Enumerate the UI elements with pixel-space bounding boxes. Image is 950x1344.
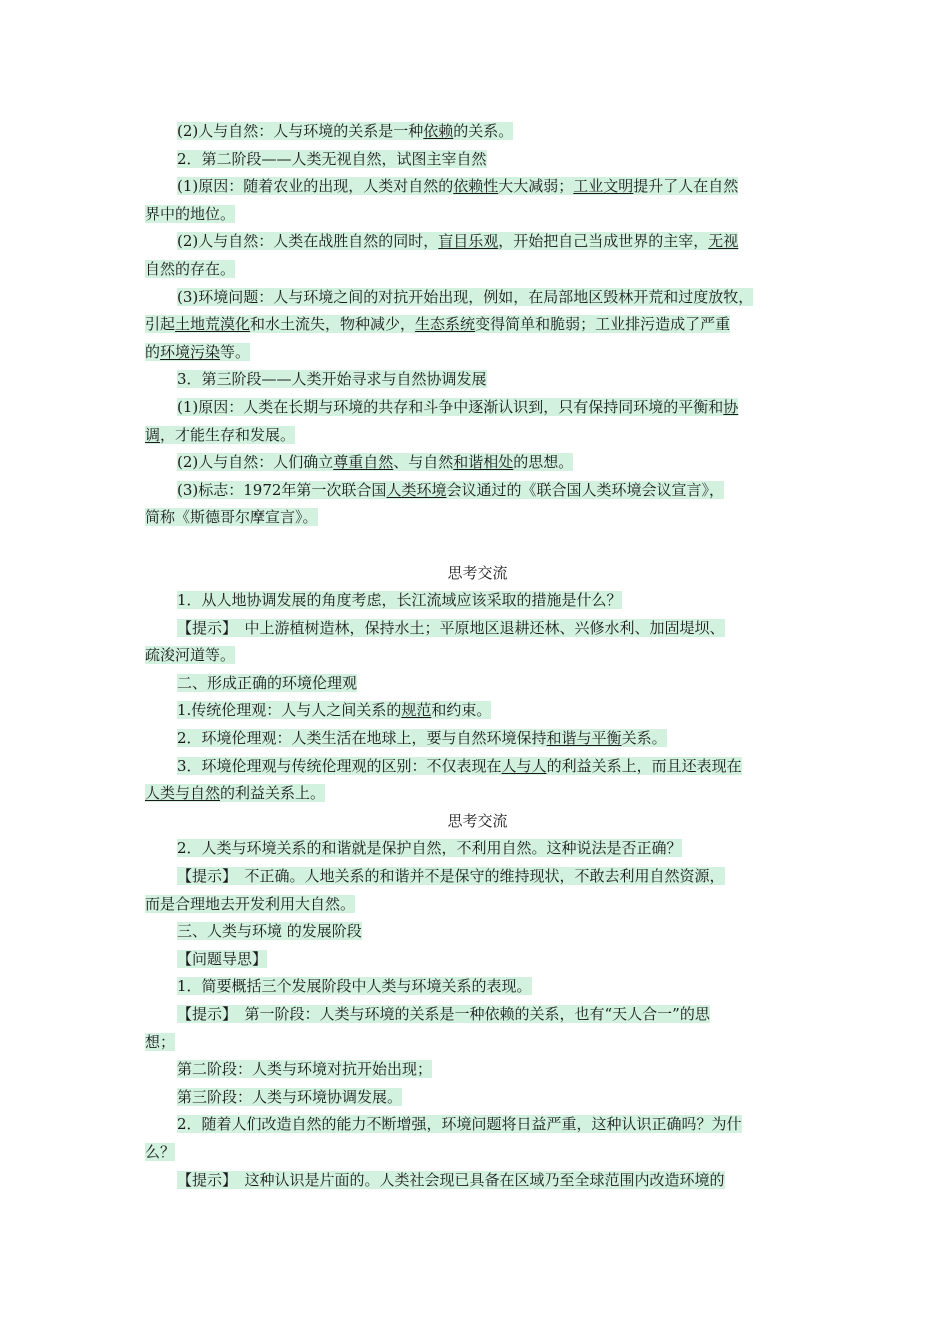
highlighted-text	[177, 1115, 742, 1133]
text-run: 【提示】 这种认识是片面的。人类社会现已具备在区域乃至全球范围内改造环境的	[177, 1170, 725, 1189]
text-line	[145, 670, 810, 698]
highlighted-text	[177, 977, 532, 995]
text-line	[145, 697, 810, 725]
highlighted-text	[177, 839, 682, 857]
text-run: 界中的地位。	[145, 204, 236, 223]
text-run: 2．人类与环境关系的和谐就是保护自然，不利用自然。这种说法是否正确？	[177, 839, 682, 858]
highlighted-text	[177, 150, 487, 168]
highlighted-text	[177, 1060, 432, 1078]
text-line	[145, 1001, 810, 1029]
key-term: 人与人	[501, 756, 547, 775]
blank-line	[145, 532, 810, 560]
text-line	[145, 753, 810, 781]
highlighted-text	[145, 205, 235, 223]
text-run: 第二阶段：人类与环境对抗开始出现；	[177, 1060, 433, 1079]
highlighted-text	[145, 1033, 175, 1051]
text-run: 1．简要概括三个发展阶段中人类与环境关系的表现。	[177, 977, 532, 996]
highlighted-text	[177, 177, 738, 195]
text-line	[145, 918, 810, 946]
text-line	[145, 1167, 810, 1195]
highlighted-text	[177, 122, 513, 140]
text-run: (2)人与自然：人与环境的关系是一种	[177, 122, 424, 140]
text-run: 的	[145, 342, 161, 361]
text-line	[145, 449, 810, 477]
highlighted-text	[177, 591, 622, 609]
text-run: 自然的存在。	[145, 259, 236, 278]
text-line	[145, 1056, 810, 1084]
text-line	[145, 311, 810, 339]
highlighted-text	[177, 398, 738, 416]
text-line	[145, 780, 810, 808]
text-run: 第三阶段：人类与环境协调发展。	[177, 1087, 403, 1106]
text-run: (1)原因：随着农业的出现，人类对自然的	[177, 177, 454, 196]
text-line	[145, 725, 810, 753]
section-heading	[145, 560, 810, 588]
highlighted-text	[145, 343, 250, 361]
text-line	[145, 366, 810, 394]
text-line	[145, 615, 810, 643]
text-line	[145, 422, 810, 450]
highlighted-text	[145, 508, 318, 526]
text-run: 大大减弱；	[498, 177, 574, 196]
highlighted-text	[145, 1143, 175, 1161]
highlighted-text	[145, 646, 235, 664]
text-run: 1．从人地协调发展的角度考虑，长江流域应该采取的措施是什么？	[177, 591, 622, 610]
text-run: ，开始把自己当成世界的主宰，	[498, 232, 709, 251]
highlighted-text	[177, 1005, 710, 1023]
highlighted-text	[177, 619, 725, 637]
text-line	[145, 1084, 810, 1112]
key-term: 人类环境	[386, 480, 447, 499]
text-run: 而是合理地去开发利用大自然。	[145, 894, 356, 913]
text-run: 【提示】 第一阶段：人类与环境的关系是一种依赖的关系，也有“天人合一”的思	[177, 1005, 710, 1023]
text-run: 等。	[220, 342, 251, 361]
text-line	[145, 173, 810, 201]
text-run: 提升了人在自然	[633, 177, 739, 196]
text-run: 疏浚河道等。	[145, 646, 236, 665]
text-run: 【提示】 中上游植树造林，保持水土；平原地区退耕还林、兴修水利、加固堤坝、	[177, 618, 725, 637]
highlighted-text	[177, 701, 491, 719]
key-term: 和谐与平衡	[546, 729, 622, 748]
highlighted-text	[177, 757, 742, 775]
text-line	[145, 973, 810, 1001]
text-run: 和水土流失，物种减少，	[250, 315, 416, 334]
text-line	[145, 228, 810, 256]
text-line	[145, 1029, 810, 1057]
highlighted-text	[177, 729, 667, 747]
text-line	[145, 146, 810, 174]
section-heading	[145, 808, 810, 836]
key-term: 依赖	[423, 122, 454, 140]
document-body	[145, 118, 810, 1194]
text-line	[145, 339, 810, 367]
key-term: 工业文明	[573, 177, 634, 196]
text-run: 思考交流	[447, 563, 508, 582]
highlighted-text	[177, 453, 573, 471]
highlighted-text	[177, 922, 362, 940]
highlighted-text	[177, 674, 357, 692]
text-run: 的关系。	[453, 122, 514, 140]
plain-text	[447, 812, 507, 830]
text-run: 会议通过的《联合国人类环境会议宣言》，	[446, 480, 724, 499]
text-run: 引起	[145, 315, 176, 334]
text-run: 想；	[145, 1032, 176, 1051]
text-line	[145, 1139, 810, 1167]
text-run: 的利益关系上。	[220, 784, 326, 803]
text-line	[145, 394, 810, 422]
highlighted-text	[177, 1171, 725, 1189]
text-run: 的思想。	[513, 453, 574, 472]
key-term: 生态系统	[415, 315, 476, 334]
key-term: 调	[145, 425, 161, 444]
text-run: ，才能生存和发展。	[160, 425, 296, 444]
plain-text	[447, 564, 507, 582]
text-run: (2)人与自然：人类在战胜自然的同时，	[177, 232, 439, 251]
text-line	[145, 118, 810, 146]
highlighted-text	[177, 232, 738, 250]
key-term: 协	[723, 397, 739, 416]
text-run: 3．第三阶段——人类开始寻求与自然协调发展	[177, 370, 487, 389]
key-term: 土地荒漠化	[175, 315, 251, 334]
text-line	[145, 284, 810, 312]
text-line	[145, 477, 810, 505]
key-term: 规范	[401, 701, 432, 720]
key-term: 盲目乐观	[438, 232, 499, 251]
text-line	[145, 891, 810, 919]
highlighted-text	[177, 370, 487, 388]
text-run: (3)标志：1972年第一次联合国	[177, 480, 387, 499]
highlighted-text	[177, 950, 267, 968]
text-run: 三、人类与环境 的发展阶段	[177, 922, 362, 941]
highlighted-text	[177, 867, 725, 885]
text-run: 2．随着人们改造自然的能力不断增强，环境问题将日益严重，这种认识正确吗？为什	[177, 1115, 742, 1134]
text-run: (1)原因：人类在长期与环境的共存和斗争中逐渐认识到，只有保持同环境的平衡和	[177, 397, 724, 416]
text-line	[145, 642, 810, 670]
text-run: 2．第二阶段——人类无视自然，试图主宰自然	[177, 149, 487, 168]
key-term: 人类与自然	[145, 784, 221, 803]
text-run: 1.传统伦理观：人与人之间关系的	[177, 701, 402, 720]
text-line	[145, 1111, 810, 1139]
key-term: 和谐相处	[453, 453, 514, 472]
key-term: 依赖性	[453, 177, 499, 196]
text-run: 二、形成正确的环境伦理观	[177, 673, 358, 692]
text-run: 简称《斯德哥尔摩宣言》。	[145, 508, 318, 527]
text-run: (3)环境问题：人与环境之间的对抗开始出现，例如，在局部地区毁林开荒和过度放牧，	[177, 287, 754, 306]
text-run: 3．环境伦理观与传统伦理观的区别：不仅表现在	[177, 756, 502, 775]
key-term: 环境污染	[160, 342, 221, 361]
text-run: 和约束。	[431, 701, 492, 720]
text-line	[145, 587, 810, 615]
text-line	[145, 256, 810, 284]
text-line	[145, 201, 810, 229]
text-run: 的利益关系上，而且还表现在	[546, 756, 742, 775]
highlighted-text	[177, 1088, 402, 1106]
key-term: 无视	[708, 232, 739, 251]
highlighted-text	[177, 481, 724, 499]
text-run: 2．环境伦理观：人类生活在地球上，要与自然环境保持	[177, 729, 547, 748]
text-run: 么？	[145, 1142, 176, 1161]
text-run: 思考交流	[447, 811, 508, 830]
highlighted-text	[145, 895, 355, 913]
highlighted-text	[145, 426, 295, 444]
text-line	[145, 504, 810, 532]
text-run: 【提示】 不正确。人地关系的和谐并不是保守的维持现状，不敢去利用自然资源，	[177, 867, 725, 886]
text-run: (2)人与自然：人们确立	[177, 453, 334, 472]
highlighted-text	[177, 288, 753, 306]
highlighted-text	[145, 784, 325, 802]
text-run: 关系。	[621, 729, 667, 748]
text-run: 、与自然	[393, 453, 454, 472]
text-line	[145, 863, 810, 891]
key-term: 尊重自然	[333, 453, 394, 472]
text-line	[145, 835, 810, 863]
highlighted-text	[145, 260, 235, 278]
text-line	[145, 946, 810, 974]
highlighted-text	[145, 315, 730, 333]
text-run: 变得简单和脆弱；工业排污造成了严重	[475, 315, 731, 334]
text-run: 【问题导思】	[177, 949, 268, 968]
